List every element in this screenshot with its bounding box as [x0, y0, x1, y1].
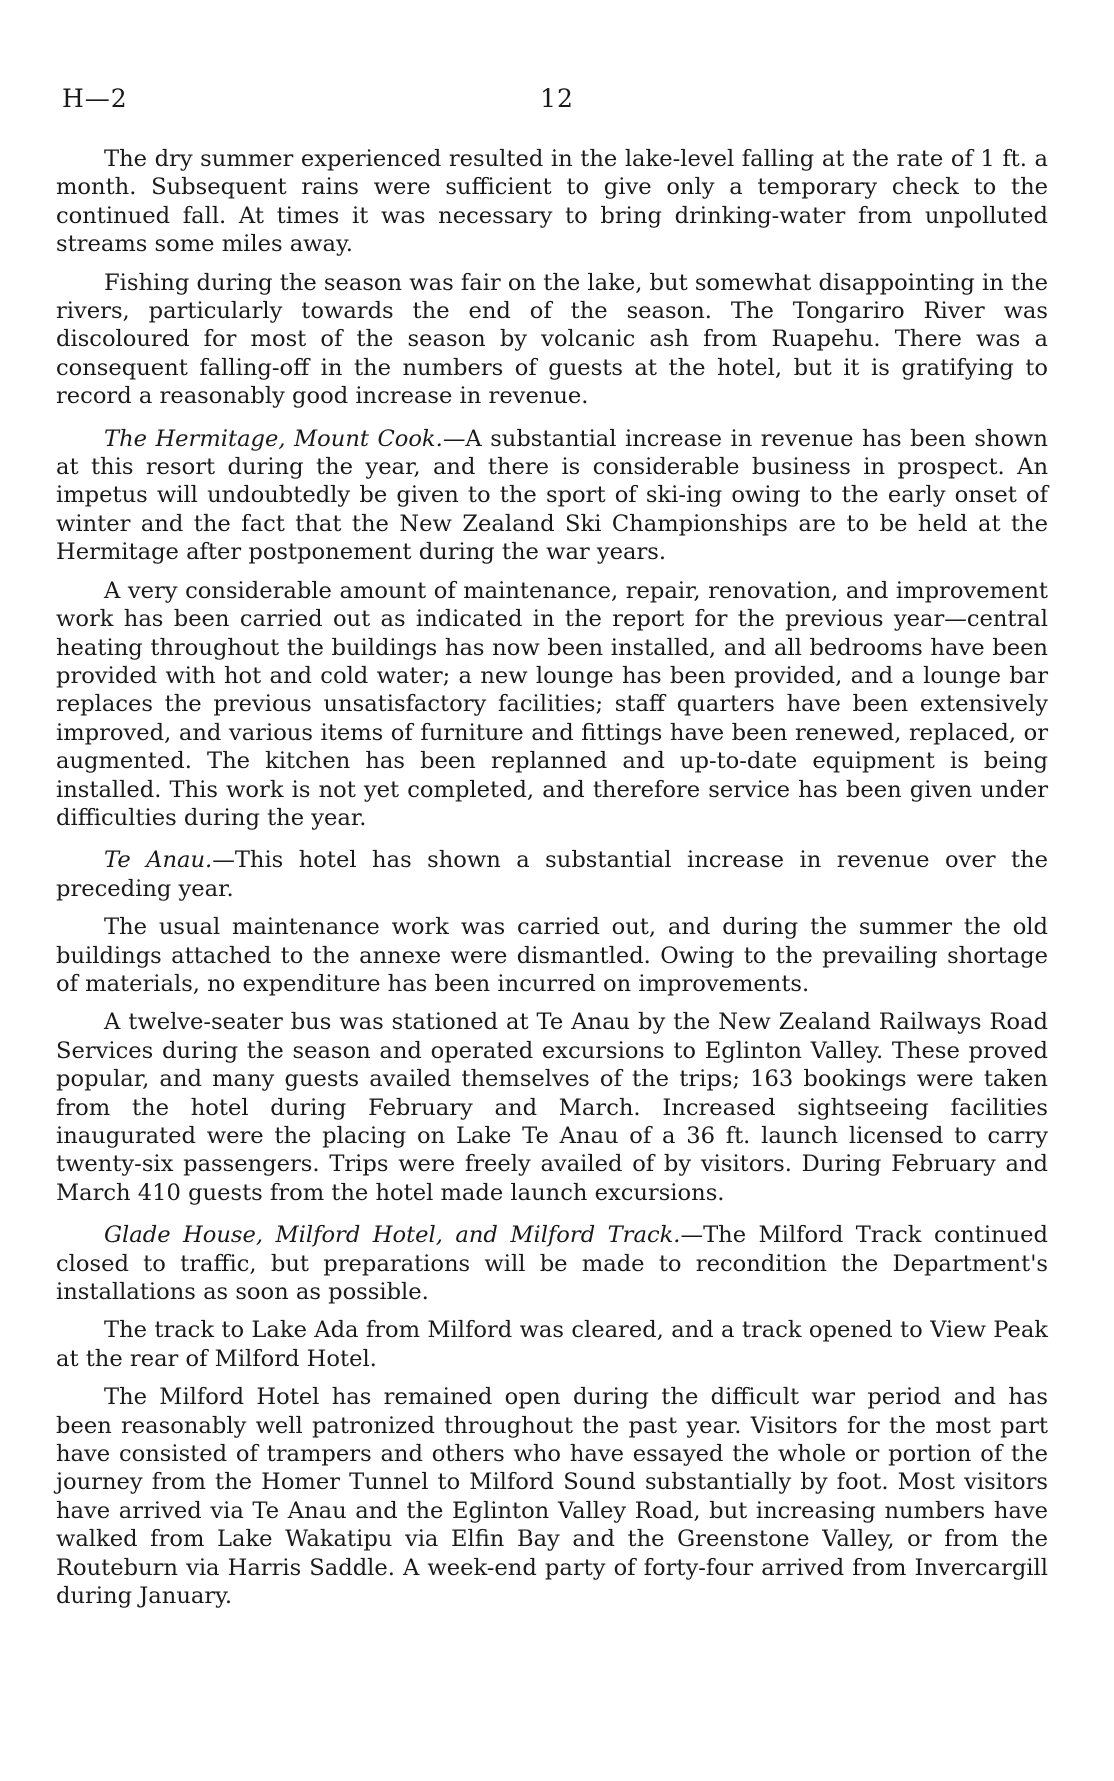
paragraph-milford-hotel: The Milford Hotel has remained open during the difficult war period and has been reasonably well patronized throughout the past year. Visitors for the most part have consisted of trampers and others who have essayed the whole or portion of the journey from the Homer Tunnel to Milford Sound substantially by foot. Most visitors have arrived via Te Anau and the Eglinton Valley Road, but increasing numbers have walked from Lake Wakatipu via Elfin Bay and the Greenstone Valley, or from the Routeburn via Harris Saddle. A week-end party of forty-four arrived from Invercargill during January. [56, 1384, 1048, 1610]
paragraph-lake-level: The dry summer experienced resulted in the lake-level falling at the rate of 1 ft. a month. Subsequent rains were sufficient to give only a temporary check to the continued fall. At times it was necessary to bring drinking-water from unpolluted streams some miles away. [56, 146, 1048, 258]
paragraph-milford-track: Glade House, Milford Hotel, and Milford Track.—The Milford Track continued closed to traffic, but preparations will be made to recondition the Department's installations as soon as possible. [56, 1222, 1048, 1306]
report-body [56, 145, 1048, 1611]
paragraph-lake-ada-track: The track to Lake Ada from Milford was cleared, and a track opened to View Peak at the rear of Milford Hotel. [56, 1317, 1048, 1372]
page-header [56, 84, 1058, 118]
section-heading-milford: Glade House, Milford Hotel, and Milford Track. [104, 1222, 681, 1249]
paragraph-hermitage: The Hermitage, Mount Cook.—A substantial increase in revenue has been shown at this resort during the year, and there is considerable business in prospect. An impetus will undoubtedly be given to the sport of ski-ing owing to the early onset of winter and the fact that the New Zealand Ski Championships are to be held at the Hermitage after postponement during the war years. [56, 425, 1048, 566]
document-reference: H—2 [62, 84, 128, 113]
paragraph-te-anau: Te Anau.—This hotel has shown a substantial increase in revenue over the preceding year. [56, 847, 1048, 902]
page-number: 12 [540, 84, 574, 113]
paragraph-hermitage-maintenance: A very considerable amount of maintenance, repair, renovation, and improvement work has been carried out as indicated in the report for the previous year—central heating throughout the buildings has now been installed, and all bedrooms have been provided with hot and cold water; a new lounge has been provided, and a lounge bar replaces the previous unsatisfactory facilities; staff quarters have been extensively improved, and various items of furniture and fittings have been renewed, replaced, or augmented. The kitchen has been replanned and up-to-date equipment is being installed. This work is not yet completed, and therefore service has been given under difficulties during the year. [56, 577, 1048, 831]
paragraph-te-anau-excursions: A twelve-seater bus was stationed at Te Anau by the New Zealand Railways Road Services during the season and operated excursions to Eglinton Valley. These proved popular, and many guests availed themselves of the trips; 163 bookings were taken from the hotel during February and March. Increased sightseeing facilities inaugurated were the placing on Lake Te Anau of a 36 ft. launch licensed to carry twenty-six passengers. Trips were freely availed of by visitors. During February and March 410 guests from the hotel made launch excursions. [56, 1009, 1048, 1206]
section-heading-te-anau: Te Anau. [104, 847, 213, 874]
section-heading-hermitage: The Hermitage, Mount Cook. [104, 425, 443, 452]
paragraph-fishing: Fishing during the season was fair on the lake, but somewhat disappointing in the rivers, particularly towards the end of the season. The Tongariro River was discoloured for most of the season by volcanic ash from Ruapehu. There was a consequent falling-off in the numbers of guests at the hotel, but it is gratifying to record a reasonably good increase in revenue. [56, 269, 1048, 410]
paragraph-te-anau-maintenance: The usual maintenance work was carried out, and during the summer the old buildings attached to the annexe were dismantled. Owing to the prevailing shortage of materials, no expenditure has been incurred on improvements. [56, 914, 1048, 997]
